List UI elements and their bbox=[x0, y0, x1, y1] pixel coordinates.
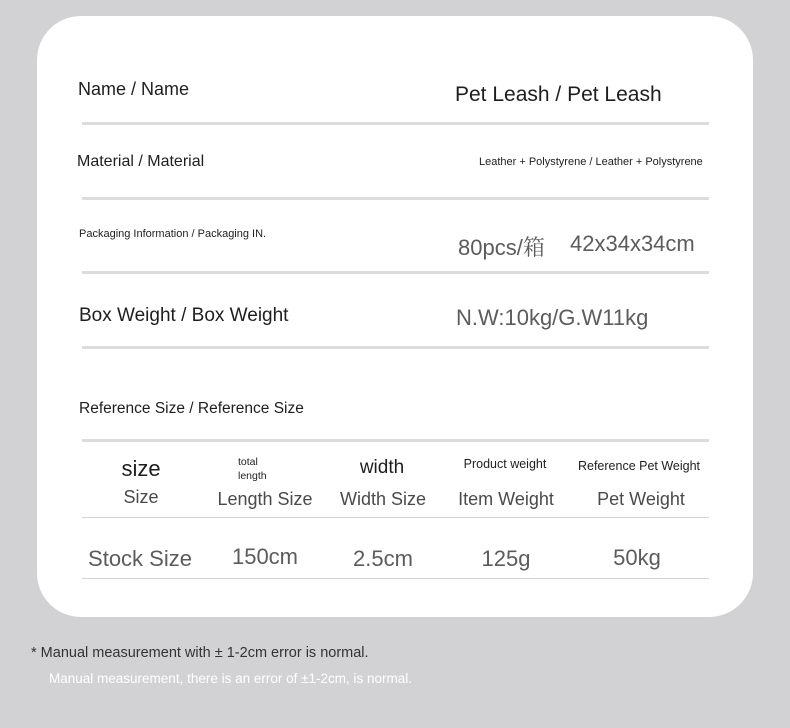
header-length-top: total length bbox=[238, 456, 267, 482]
header-length-bottom: Length Size bbox=[217, 489, 313, 509]
box-weight-label: Box Weight / Box Weight bbox=[79, 305, 289, 326]
header-size-top: size bbox=[121, 456, 161, 481]
table-top-divider bbox=[82, 439, 709, 442]
header-product-weight-top: Product weight bbox=[463, 457, 547, 471]
packaging-quantity: 80pcs/箱 bbox=[458, 235, 545, 260]
header-width-top: width bbox=[359, 457, 405, 478]
material-value: Leather + Polystyrene / Leather + Polystyrene bbox=[479, 156, 703, 168]
header-ref-pet-weight-top: Reference Pet Weight bbox=[577, 459, 701, 473]
packaging-dimensions: 42x34x34cm bbox=[570, 231, 695, 256]
name-value: Pet Leash / Pet Leash bbox=[455, 83, 662, 106]
divider bbox=[82, 122, 709, 125]
header-width-bottom: Width Size bbox=[339, 489, 427, 509]
divider bbox=[82, 271, 709, 274]
divider bbox=[82, 346, 709, 349]
spec-card bbox=[37, 16, 753, 617]
header-pet-weight-bottom: Pet Weight bbox=[597, 489, 685, 509]
cell-pet-weight: 50kg bbox=[613, 545, 661, 570]
header-size-bottom: Size bbox=[123, 487, 159, 507]
table-header-divider bbox=[82, 517, 709, 518]
footnote-line-2: Manual measurement, there is an error of ±1-2cm, is normal. bbox=[49, 671, 413, 686]
cell-stock-size: Stock Size bbox=[88, 546, 192, 571]
material-label: Material / Material bbox=[77, 153, 205, 170]
cell-width: 2.5cm bbox=[353, 546, 413, 571]
reference-size-label: Reference Size / Reference Size bbox=[79, 400, 304, 417]
packaging-label: Packaging Information / Packaging IN. bbox=[79, 228, 267, 240]
cell-item-weight: 125g bbox=[481, 546, 531, 571]
table-bottom-divider bbox=[82, 578, 709, 579]
cell-length: 150cm bbox=[231, 544, 299, 569]
divider bbox=[82, 197, 709, 200]
header-item-weight-bottom: Item Weight bbox=[458, 489, 554, 509]
name-label: Name / Name bbox=[78, 79, 190, 99]
box-weight-value: N.W:10kg/G.W11kg bbox=[456, 305, 649, 330]
footnote-line-1: * Manual measurement with ± 1-2cm error is normal. bbox=[31, 645, 369, 661]
